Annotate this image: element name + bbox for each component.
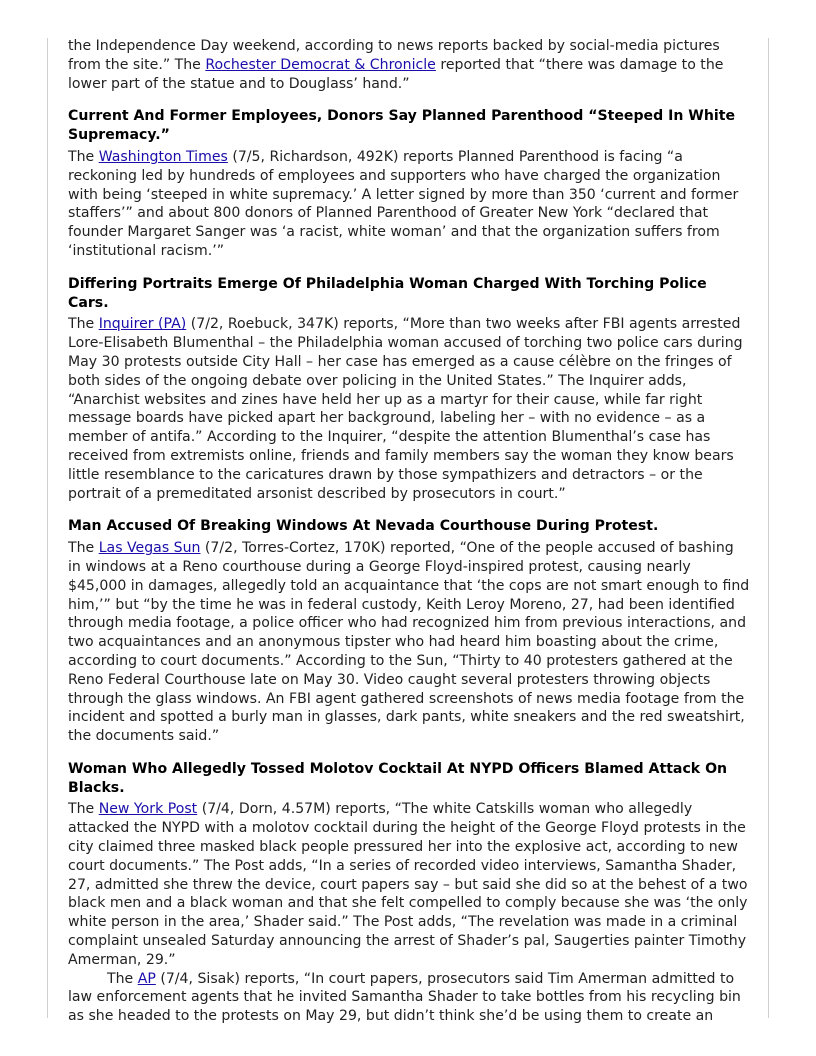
ap-link[interactable]: AP <box>137 970 156 987</box>
intro-paragraph <box>68 37 750 93</box>
page-border-right <box>768 38 769 1018</box>
article-paragraph: The Inquirer (PA) (7/2, Roebuck, 347K) reports, “More than two weeks after FBI agents arrested Lore-Elisabeth Blumenthal – the Philadelphia woman accused of torching two police cars during May 30 protests outside City Hall – her case has emerged as a cause célèbre on the fringes of both sides of the ongoing debate over policing in the United States.” The Inquirer adds, “Anarchist websites and zines have held her up as a martyr for their cause, while far right message boards have picked apart her background, labeling her – with no evidence – as a member of antifa.” According to the Inquirer, “despite the attention Blumenthal’s case has received from extremists online, friends and family members say the woman they know bears little resemblance to the caricatures drawn by those sympathizers and detractors – or the portrait of a premeditated arsonist described by prosecutors in court.” <box>68 316 743 502</box>
washington-times-link[interactable]: Washington Times <box>98 148 228 165</box>
inquirer-link[interactable]: Inquirer (PA) <box>98 316 187 333</box>
article-paragraph: The AP (7/4, Sisak) reports, “In court papers, prosecutors said Tim Amerman admitted to law enforcement agents that he invited Samantha Shader to take bottles from his recycling bin as she headed to the protests on May 29, but didn’t think she’d be using them to create an <box>68 970 741 1025</box>
rochester-link[interactable]: Rochester Democrat & Chronicle <box>205 56 436 73</box>
headline-nevada-courthouse: Man Accused Of Breaking Windows At Nevada Courthouse During Protest. <box>68 518 659 535</box>
headline-planned-parenthood: Current And Former Employees, Donors Say Planned Parenthood “Steeped In White Supremacy.” <box>68 108 736 144</box>
document-body <box>68 37 750 1026</box>
las-vegas-sun-link[interactable]: Las Vegas Sun <box>98 540 201 557</box>
intro-text-after: reported that “there was damage to the lower part of the statue and to Douglass’ hand.” <box>68 56 724 92</box>
page-border-left <box>47 38 48 1018</box>
article-paragraph: The Washington Times (7/5, Richardson, 492K) reports Planned Parenthood is facing “a reckoning led by hundreds of employees and supporters who have charged the organization with being ‘steeped in white supremacy.’ A letter signed by more than 350 ‘current and former staffers’” and about 800 donors of Planned Parenthood of Greater New York “declared that founder Margaret Sanger was ‘a racist, white woman’ and that the organization suffers from ‘institutional racism.’” <box>68 148 739 259</box>
new-york-post-link[interactable]: New York Post <box>98 801 198 818</box>
intro-text: the Independence Day weekend, according to news reports backed by social-media pictures from the site.” The <box>68 38 720 73</box>
headline-philadelphia-woman: Differing Portraits Emerge Of Philadelphia Woman Charged With Torching Police Cars. <box>68 275 707 311</box>
headline-molotov-cocktail: Woman Who Allegedly Tossed Molotov Cocktail At NYPD Officers Blamed Attack On Blacks. <box>68 760 728 796</box>
article-paragraph: The New York Post (7/4, Dorn, 4.57M) reports, “The white Catskills woman who allegedly attacked the NYPD with a molotov cocktail during the height of the George Floyd protests in the city claimed three masked black people pressured her into the explosive act, according to new court documents.” The Post adds, “In a series of recorded video interviews, Samantha Shader, 27, admitted she threw the device, court papers say – but said she did so at the behest of a two black men and a black woman and that she felt compelled to comply because she was ‘the only white person in the area,’ Shader said.” The Post adds, “The revelation was made in a criminal complaint unsealed Saturday announcing the arrest of Shader’s pal, Saugerties painter Timothy Amerman, 29.” <box>68 801 748 968</box>
article-paragraph: The Las Vegas Sun (7/2, Torres-Cortez, 170K) reported, “One of the people accused of bashing in windows at a Reno courthouse during a George Floyd-inspired protest, causing nearly $45,000 in damages, allegedly told an acquaintance that ‘the cops are not smart enough to find him,’” but “by the time he was in federal custody, Keith Leroy Moreno, 27, had been identified through media footage, a police officer who had recognized him from previous interactions, and two acquaintances and an anonymous tipster who had heard him boasting about the crime, according to court documents.” According to the Sun, “Thirty to 40 protesters gathered at the Reno Federal Courthouse late on May 30. Video caught several protesters throwing objects through the glass windows. An FBI agent gathered screenshots of news media footage from the incident and spotted a burly man in glasses, dark pants, white sneakers and the red sweatshirt, the documents said.” <box>68 540 750 745</box>
